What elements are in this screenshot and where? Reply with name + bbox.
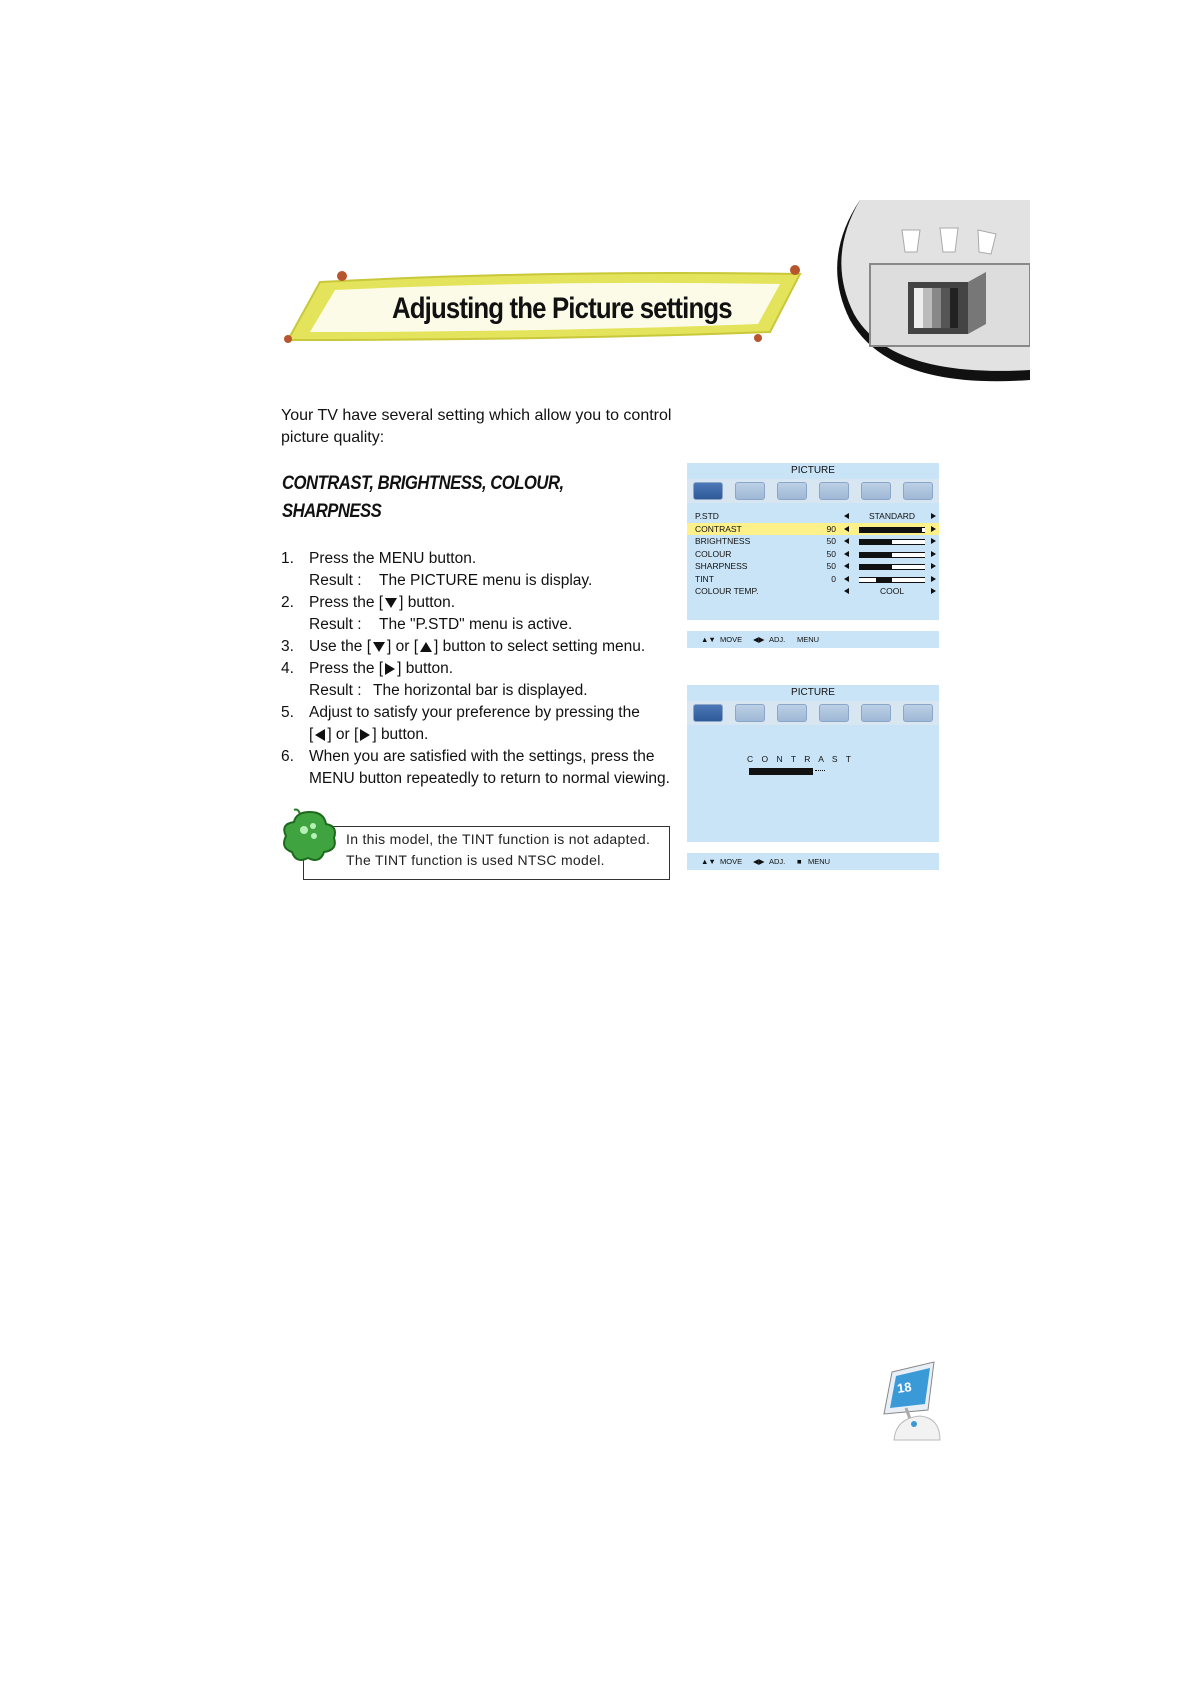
left-arrow-icon — [315, 729, 325, 741]
osd-row-label: CONTRAST — [695, 523, 742, 534]
down-arrow-icon — [385, 598, 397, 608]
osd-contrast-adjust — [687, 685, 939, 842]
setup-tab-icon[interactable] — [819, 482, 849, 500]
feature-tab-icon[interactable] — [861, 482, 891, 500]
picture-tab-icon[interactable] — [693, 482, 723, 500]
step-text: Adjust to satisfy your preference by pressing the — [309, 704, 640, 721]
step-number: 2. — [281, 594, 294, 611]
osd-row-value: 50 — [826, 548, 836, 559]
step-result — [281, 614, 681, 636]
result-label: Result : — [309, 572, 362, 589]
channel-tab-icon[interactable] — [777, 704, 807, 722]
step-continuation — [281, 724, 681, 746]
adj-arrows-icon: ◀▶ — [753, 635, 765, 644]
down-arrow-icon — [373, 642, 385, 652]
osd-footer-move: MOVE — [720, 857, 743, 866]
osd-footer-menu: MENU — [808, 857, 831, 866]
osd-footer-menu: MENU — [797, 635, 820, 644]
result-text: The PICTURE menu is display. — [379, 572, 593, 589]
step-result — [281, 680, 681, 702]
step-2 — [281, 592, 681, 614]
osd-row-value: 50 — [826, 561, 836, 571]
move-arrows-icon: ▲▼ — [701, 635, 716, 644]
osd-adjust-bar[interactable] — [749, 768, 813, 775]
osd-level-bar[interactable] — [859, 577, 925, 583]
setup-tab-icon[interactable] — [819, 704, 849, 722]
step-text: MENU button repeatedly to return to normal viewing. — [309, 770, 670, 787]
right-arrow-icon — [360, 729, 370, 741]
adj-arrows-icon: ◀▶ — [753, 857, 765, 866]
osd-footer-move: MOVE — [720, 635, 743, 644]
left-arrow-icon[interactable] — [844, 526, 849, 532]
sound-tab-icon[interactable] — [735, 704, 765, 722]
step-text: When you are satisfied with the settings, press the — [309, 748, 655, 765]
osd-adjust-bar-remainder — [815, 770, 825, 773]
step-number: 4. — [281, 660, 294, 677]
osd-row-label: COLOUR — [695, 548, 732, 559]
step-number: 1. — [281, 550, 294, 567]
left-arrow-icon[interactable] — [844, 513, 849, 519]
left-arrow-icon[interactable] — [844, 588, 849, 594]
osd-level-fill — [859, 540, 892, 544]
right-arrow-icon[interactable] — [931, 513, 936, 519]
feature-tab-icon[interactable] — [861, 704, 891, 722]
osd-row[interactable] — [687, 573, 939, 585]
osd-title: PICTURE — [791, 465, 835, 476]
up-arrow-icon — [420, 642, 432, 652]
step-4 — [281, 658, 681, 680]
step-continuation — [281, 768, 681, 790]
section-heading — [282, 470, 572, 526]
osd-row-option: STANDARD — [868, 511, 916, 521]
osd-row[interactable] — [687, 523, 939, 535]
tv-emblem-icon — [830, 200, 1030, 390]
osd-level-fill — [859, 565, 892, 569]
step-text: ] or [ — [327, 726, 359, 743]
osd-level-fill — [859, 528, 922, 532]
step-text: ] button. — [372, 726, 429, 743]
left-arrow-icon[interactable] — [844, 551, 849, 557]
right-arrow-icon[interactable] — [931, 526, 936, 532]
step-3 — [281, 636, 681, 658]
step-text: [ — [309, 726, 314, 743]
step-text: ] button to select setting menu. — [434, 638, 646, 655]
intro-line: Your TV have several setting which allow you to control — [281, 407, 672, 424]
steps-list — [281, 548, 681, 790]
osd-level-bar[interactable] — [859, 527, 925, 533]
osd-row-value: 50 — [826, 536, 836, 546]
osd-level-fill — [859, 553, 892, 557]
channel-tab-icon[interactable] — [777, 482, 807, 500]
step-5 — [281, 702, 681, 724]
osd-row-label: BRIGHTNESS — [695, 536, 751, 546]
osd-row[interactable] — [687, 585, 939, 597]
osd-footer — [687, 853, 939, 870]
osd-icon-bar — [687, 479, 939, 503]
menu-square-icon: ■ — [797, 857, 802, 866]
result-label: Result : — [309, 682, 362, 699]
sound-tab-icon[interactable] — [735, 482, 765, 500]
left-arrow-icon[interactable] — [844, 563, 849, 569]
note-line: In this model, the TINT function is not adapted. — [346, 831, 651, 847]
page-number: 18 — [896, 1379, 913, 1396]
osd-row-value: 0 — [831, 573, 836, 584]
leaf-note-icon — [280, 806, 340, 864]
osd-row[interactable] — [687, 510, 939, 522]
result-text: The "P.STD" menu is active. — [379, 616, 573, 633]
step-number: 5. — [281, 704, 294, 721]
section-heading-line: SHARPNESS — [282, 501, 382, 522]
right-arrow-icon[interactable] — [931, 563, 936, 569]
step-text: Press the [ — [309, 660, 384, 677]
pip-tab-icon[interactable] — [903, 704, 933, 722]
osd-row[interactable] — [687, 535, 939, 547]
osd-row-value: 90 — [826, 523, 836, 534]
osd-footer — [687, 631, 939, 648]
step-text: Press the MENU button. — [309, 550, 477, 567]
osd-level-bar[interactable] — [859, 564, 925, 570]
osd-level-fill — [876, 578, 893, 582]
osd-title: PICTURE — [791, 687, 835, 698]
osd-row[interactable] — [687, 560, 939, 572]
step-number: 6. — [281, 748, 294, 765]
imac-page-number-icon — [878, 1360, 948, 1442]
intro-line: picture quality: — [281, 429, 385, 446]
right-arrow-icon[interactable] — [931, 538, 936, 544]
section-heading-line: CONTRAST, BRIGHTNESS, COLOUR, — [282, 473, 564, 494]
step-text: Press the [ — [309, 594, 384, 611]
page-title: Adjusting the Picture settings — [392, 292, 732, 325]
right-arrow-icon — [385, 663, 395, 675]
pip-tab-icon[interactable] — [903, 482, 933, 500]
osd-level-bar[interactable] — [859, 552, 925, 558]
step-number: 3. — [281, 638, 294, 655]
osd-level-bar[interactable] — [859, 539, 925, 545]
osd-row-label: P.STD — [695, 511, 719, 521]
osd-row-label: COLOUR TEMP. — [695, 586, 759, 596]
result-label: Result : — [309, 616, 362, 633]
osd-adjust-label: C O N T R A S T — [747, 754, 854, 764]
osd-picture-menu — [687, 463, 939, 620]
osd-icon-bar — [687, 701, 939, 725]
step-6 — [281, 746, 681, 768]
right-arrow-icon[interactable] — [931, 551, 936, 557]
step-text: ] button. — [399, 594, 456, 611]
result-text: The horizontal bar is displayed. — [373, 682, 588, 699]
step-text: ] button. — [397, 660, 454, 677]
left-arrow-icon[interactable] — [844, 576, 849, 582]
note-box — [303, 826, 670, 880]
left-arrow-icon[interactable] — [844, 538, 849, 544]
move-arrows-icon: ▲▼ — [701, 857, 716, 866]
osd-footer-adj: ADJ. — [769, 635, 786, 644]
step-1 — [281, 548, 681, 570]
intro-text — [281, 405, 681, 449]
step-result — [281, 570, 681, 592]
osd-row-label: SHARPNESS — [695, 561, 748, 571]
note-line: The TINT function is used NTSC model. — [346, 852, 605, 868]
osd-row-option: COOL — [879, 586, 905, 596]
step-text: ] or [ — [387, 638, 419, 655]
right-arrow-icon[interactable] — [931, 576, 936, 582]
picture-tab-icon[interactable] — [693, 704, 723, 722]
osd-row-label: TINT — [695, 573, 714, 584]
step-text: Use the [ — [309, 638, 372, 655]
right-arrow-icon[interactable] — [931, 588, 936, 594]
osd-row[interactable] — [687, 548, 939, 560]
osd-footer-adj: ADJ. — [769, 857, 786, 866]
